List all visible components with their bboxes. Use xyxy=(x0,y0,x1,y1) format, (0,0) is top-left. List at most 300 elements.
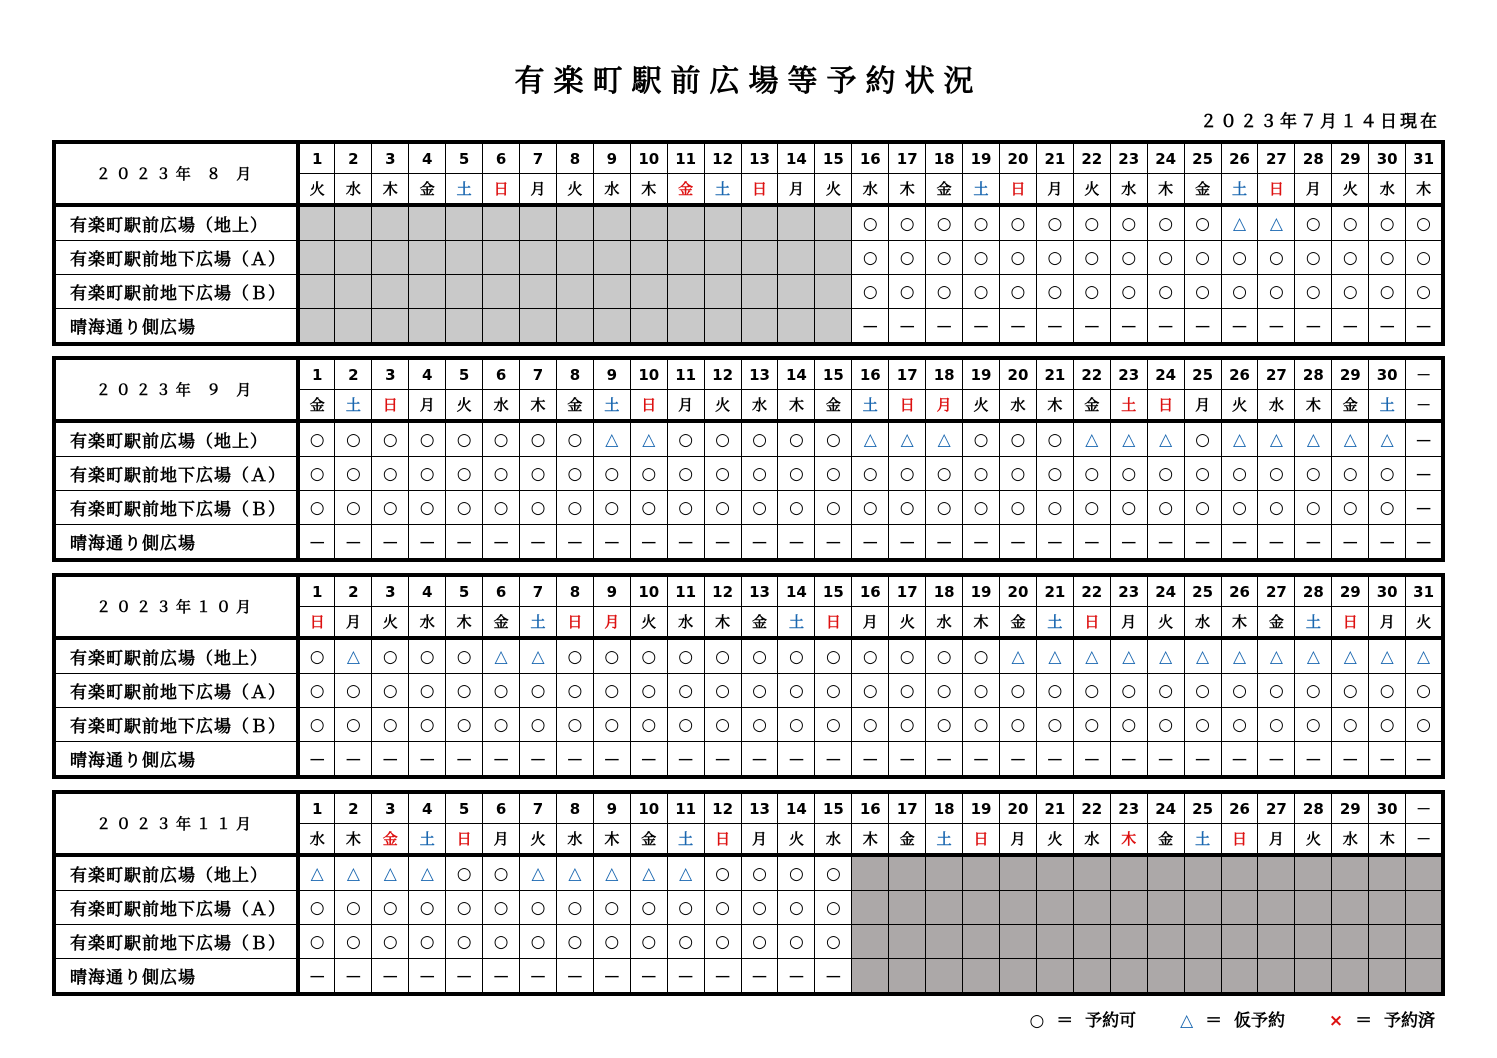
available-circle-icon: ○ xyxy=(815,708,852,742)
available-circle-icon: ○ xyxy=(778,421,815,457)
weekday: 日 xyxy=(1258,174,1295,206)
weekday: 木 xyxy=(1036,390,1073,422)
day-number: 1 xyxy=(298,358,335,390)
available-circle-icon: ○ xyxy=(704,925,741,959)
available-circle-icon: ○ xyxy=(520,457,557,491)
day-number: 29 xyxy=(1332,142,1369,174)
available-circle-icon: ○ xyxy=(741,674,778,708)
day-number: 11 xyxy=(667,575,704,607)
weekday: 木 xyxy=(1147,174,1184,206)
available-circle-icon: ○ xyxy=(483,855,520,891)
weekday: 月 xyxy=(1369,607,1406,639)
tentative-triangle-icon: △ xyxy=(1073,421,1110,457)
tentative-triangle-icon: △ xyxy=(1110,421,1147,457)
weekday: 木 xyxy=(630,174,667,206)
weekday: 月 xyxy=(1258,824,1295,856)
available-circle-icon: ○ xyxy=(1147,708,1184,742)
day-number: 1 xyxy=(298,142,335,174)
closed-past-cell xyxy=(335,309,372,345)
weekday: 水 xyxy=(593,174,630,206)
no-reservation-dash: － xyxy=(741,742,778,778)
available-circle-icon: ○ xyxy=(1073,708,1110,742)
available-circle-icon: ○ xyxy=(1147,275,1184,309)
available-circle-icon: ○ xyxy=(1073,241,1110,275)
available-circle-icon: ○ xyxy=(1000,275,1037,309)
available-circle-icon: ○ xyxy=(667,891,704,925)
no-reservation-dash: － xyxy=(1295,525,1332,561)
day-number: 13 xyxy=(741,142,778,174)
weekday: 木 xyxy=(1406,174,1443,206)
available-circle-icon: ○ xyxy=(520,491,557,525)
available-circle-icon: ○ xyxy=(1036,275,1073,309)
no-reservation-dash: － xyxy=(335,959,372,995)
day-number: 27 xyxy=(1258,142,1295,174)
weekday: 水 xyxy=(815,824,852,856)
not-yet-open-cell xyxy=(889,959,926,995)
tentative-triangle-icon: △ xyxy=(593,421,630,457)
weekday: 土 xyxy=(926,824,963,856)
day-number: 31 xyxy=(1406,575,1443,607)
tentative-triangle-icon: △ xyxy=(1258,421,1295,457)
available-circle-icon: ○ xyxy=(1184,708,1221,742)
legend-booked-eq: ＝ xyxy=(1355,1011,1373,1031)
day-number: 4 xyxy=(409,575,446,607)
not-yet-open-cell xyxy=(1184,891,1221,925)
weekday: 金 xyxy=(815,390,852,422)
weekday: 月 xyxy=(778,174,815,206)
day-number: 19 xyxy=(963,142,1000,174)
closed-past-cell xyxy=(704,241,741,275)
weekday: 水 xyxy=(741,390,778,422)
closed-past-cell xyxy=(409,309,446,345)
closed-past-cell xyxy=(483,205,520,241)
no-reservation-dash: － xyxy=(409,742,446,778)
available-circle-icon: ○ xyxy=(1332,457,1369,491)
weekday: 水 xyxy=(1184,607,1221,639)
closed-past-cell xyxy=(667,309,704,345)
no-reservation-dash: － xyxy=(1184,309,1221,345)
available-circle-icon: ○ xyxy=(852,205,889,241)
no-reservation-dash: － xyxy=(483,959,520,995)
day-number: 8 xyxy=(556,358,593,390)
day-number: 6 xyxy=(483,142,520,174)
weekday: 土 xyxy=(409,824,446,856)
closed-past-cell xyxy=(667,241,704,275)
available-circle-icon: ○ xyxy=(1073,491,1110,525)
day-number: 3 xyxy=(372,792,409,824)
no-reservation-dash: － xyxy=(483,525,520,561)
available-circle-icon: ○ xyxy=(667,638,704,674)
weekday: 月 xyxy=(667,390,704,422)
available-circle-icon: ○ xyxy=(1036,421,1073,457)
available-circle-icon: ○ xyxy=(852,275,889,309)
available-circle-icon: ○ xyxy=(1221,241,1258,275)
day-number: 4 xyxy=(409,142,446,174)
available-circle-icon: ○ xyxy=(630,491,667,525)
no-reservation-dash: － xyxy=(815,525,852,561)
available-circle-icon: ○ xyxy=(409,674,446,708)
not-yet-open-cell xyxy=(926,855,963,891)
no-reservation-dash: － xyxy=(409,525,446,561)
closed-past-cell xyxy=(778,309,815,345)
day-number: 22 xyxy=(1073,358,1110,390)
available-circle-icon: ○ xyxy=(1073,205,1110,241)
day-number: 18 xyxy=(926,575,963,607)
closed-past-cell xyxy=(593,309,630,345)
weekday: 日 xyxy=(963,824,1000,856)
available-circle-icon: ○ xyxy=(446,708,483,742)
day-number: 15 xyxy=(815,358,852,390)
day-number: 24 xyxy=(1147,358,1184,390)
available-circle-icon: ○ xyxy=(409,491,446,525)
closed-past-cell xyxy=(667,205,704,241)
legend-available-eq: ＝ xyxy=(1056,1011,1074,1031)
day-number: 18 xyxy=(926,142,963,174)
available-circle-icon: ○ xyxy=(1258,708,1295,742)
available-circle-icon: ○ xyxy=(556,891,593,925)
available-circle-icon: ○ xyxy=(1406,674,1443,708)
closed-past-cell xyxy=(409,205,446,241)
weekday: 木 xyxy=(593,824,630,856)
weekday: 火 xyxy=(1406,607,1443,639)
available-circle-icon: ○ xyxy=(815,638,852,674)
not-yet-open-cell xyxy=(1406,925,1443,959)
weekday: － xyxy=(1406,390,1443,422)
no-reservation-dash: － xyxy=(1073,309,1110,345)
available-circle-icon: ○ xyxy=(1000,674,1037,708)
weekday: 土 xyxy=(1221,174,1258,206)
legend-available-icon: ○ xyxy=(1029,1011,1045,1031)
available-circle-icon: ○ xyxy=(298,457,335,491)
available-circle-icon: ○ xyxy=(1073,674,1110,708)
not-yet-open-cell xyxy=(1147,891,1184,925)
no-reservation-dash: － xyxy=(1184,742,1221,778)
closed-past-cell xyxy=(335,241,372,275)
weekday: 土 xyxy=(335,390,372,422)
not-yet-open-cell xyxy=(852,959,889,995)
no-reservation-dash: － xyxy=(815,742,852,778)
day-number: 25 xyxy=(1184,792,1221,824)
available-circle-icon: ○ xyxy=(298,491,335,525)
available-circle-icon: ○ xyxy=(1258,491,1295,525)
weekday: 木 xyxy=(1110,824,1147,856)
tentative-triangle-icon: △ xyxy=(889,421,926,457)
not-yet-open-cell xyxy=(1000,891,1037,925)
no-reservation-dash: － xyxy=(556,742,593,778)
closed-past-cell xyxy=(446,241,483,275)
closed-past-cell xyxy=(372,275,409,309)
available-circle-icon: ○ xyxy=(815,491,852,525)
no-reservation-dash: － xyxy=(926,309,963,345)
day-number: 7 xyxy=(520,358,557,390)
not-yet-open-cell xyxy=(1000,959,1037,995)
day-number: 16 xyxy=(852,575,889,607)
no-reservation-dash: － xyxy=(815,959,852,995)
no-reservation-dash: － xyxy=(1036,525,1073,561)
closed-past-cell xyxy=(630,275,667,309)
closed-past-cell xyxy=(630,205,667,241)
no-reservation-dash: － xyxy=(1369,309,1406,345)
available-circle-icon: ○ xyxy=(372,457,409,491)
available-circle-icon: ○ xyxy=(630,457,667,491)
no-reservation-dash: － xyxy=(926,742,963,778)
available-circle-icon: ○ xyxy=(704,708,741,742)
no-reservation-dash: － xyxy=(889,309,926,345)
day-number: 28 xyxy=(1295,792,1332,824)
no-reservation-dash: － xyxy=(1332,309,1369,345)
available-circle-icon: ○ xyxy=(963,205,1000,241)
no-reservation-dash: － xyxy=(778,742,815,778)
no-reservation-dash: － xyxy=(593,959,630,995)
day-number: 17 xyxy=(889,142,926,174)
available-circle-icon: ○ xyxy=(298,925,335,959)
day-number: 8 xyxy=(556,142,593,174)
weekday: 日 xyxy=(446,824,483,856)
weekday: 火 xyxy=(298,174,335,206)
day-number: 13 xyxy=(741,792,778,824)
day-number: 27 xyxy=(1258,358,1295,390)
no-reservation-dash: － xyxy=(1295,309,1332,345)
tentative-triangle-icon: △ xyxy=(1221,638,1258,674)
not-yet-open-cell xyxy=(1073,959,1110,995)
day-number: 30 xyxy=(1369,142,1406,174)
available-circle-icon: ○ xyxy=(372,674,409,708)
available-circle-icon: ○ xyxy=(1000,205,1037,241)
facility-label: 有楽町駅前広場（地上） xyxy=(54,638,298,674)
tentative-triangle-icon: △ xyxy=(409,855,446,891)
day-number: 28 xyxy=(1295,575,1332,607)
available-circle-icon: ○ xyxy=(704,457,741,491)
day-number: 3 xyxy=(372,575,409,607)
closed-past-cell xyxy=(483,241,520,275)
not-yet-open-cell xyxy=(963,855,1000,891)
no-reservation-dash: － xyxy=(1110,742,1147,778)
available-circle-icon: ○ xyxy=(1147,457,1184,491)
day-number: 23 xyxy=(1110,358,1147,390)
available-circle-icon: ○ xyxy=(778,925,815,959)
tentative-triangle-icon: △ xyxy=(630,855,667,891)
closed-past-cell xyxy=(815,275,852,309)
weekday: 日 xyxy=(372,390,409,422)
weekday: 月 xyxy=(852,607,889,639)
no-reservation-dash: － xyxy=(963,309,1000,345)
tentative-triangle-icon: △ xyxy=(1036,638,1073,674)
no-reservation-dash: － xyxy=(630,742,667,778)
available-circle-icon: ○ xyxy=(926,491,963,525)
available-circle-icon: ○ xyxy=(667,674,704,708)
available-circle-icon: ○ xyxy=(1110,205,1147,241)
weekday: 水 xyxy=(852,174,889,206)
available-circle-icon: ○ xyxy=(520,674,557,708)
weekday: 火 xyxy=(1073,174,1110,206)
closed-past-cell xyxy=(372,309,409,345)
available-circle-icon: ○ xyxy=(1258,241,1295,275)
day-number: 15 xyxy=(815,575,852,607)
weekday: 月 xyxy=(483,824,520,856)
weekday: 日 xyxy=(1073,607,1110,639)
tentative-triangle-icon: △ xyxy=(556,855,593,891)
legend xyxy=(1023,1006,1435,1031)
not-yet-open-cell xyxy=(1110,925,1147,959)
available-circle-icon: ○ xyxy=(298,708,335,742)
available-circle-icon: ○ xyxy=(335,457,372,491)
weekday: 金 xyxy=(1000,607,1037,639)
no-reservation-dash: － xyxy=(1000,525,1037,561)
weekday: 水 xyxy=(483,390,520,422)
tentative-triangle-icon: △ xyxy=(1221,421,1258,457)
month-table xyxy=(52,790,1445,996)
available-circle-icon: ○ xyxy=(1000,241,1037,275)
day-number: 24 xyxy=(1147,792,1184,824)
day-number: 26 xyxy=(1221,575,1258,607)
facility-label: 有楽町駅前地下広場（Ａ） xyxy=(54,891,298,925)
not-yet-open-cell xyxy=(1184,855,1221,891)
no-reservation-dash: － xyxy=(1406,742,1443,778)
day-number: 21 xyxy=(1036,358,1073,390)
closed-past-cell xyxy=(520,309,557,345)
closed-past-cell xyxy=(335,205,372,241)
weekday: 金 xyxy=(1147,824,1184,856)
weekday: 水 xyxy=(1258,390,1295,422)
available-circle-icon: ○ xyxy=(372,925,409,959)
closed-past-cell xyxy=(446,275,483,309)
available-circle-icon: ○ xyxy=(446,925,483,959)
closed-past-cell xyxy=(815,241,852,275)
available-circle-icon: ○ xyxy=(741,638,778,674)
available-circle-icon: ○ xyxy=(1369,491,1406,525)
closed-past-cell xyxy=(704,309,741,345)
not-yet-open-cell xyxy=(1295,925,1332,959)
weekday: 木 xyxy=(1369,824,1406,856)
day-number: 28 xyxy=(1295,142,1332,174)
day-number: 21 xyxy=(1036,792,1073,824)
weekday: 月 xyxy=(1295,174,1332,206)
no-reservation-dash: － xyxy=(1110,309,1147,345)
weekday: 月 xyxy=(335,607,372,639)
available-circle-icon: ○ xyxy=(520,891,557,925)
not-yet-open-cell xyxy=(963,959,1000,995)
day-number: 26 xyxy=(1221,792,1258,824)
day-number: 14 xyxy=(778,358,815,390)
available-circle-icon: ○ xyxy=(852,241,889,275)
available-circle-icon: ○ xyxy=(926,708,963,742)
day-number: 21 xyxy=(1036,575,1073,607)
weekday: 木 xyxy=(372,174,409,206)
not-yet-open-cell xyxy=(1221,925,1258,959)
day-number: 2 xyxy=(335,792,372,824)
available-circle-icon: ○ xyxy=(556,925,593,959)
day-number: 20 xyxy=(1000,792,1037,824)
available-circle-icon: ○ xyxy=(926,674,963,708)
closed-past-cell xyxy=(298,309,335,345)
available-circle-icon: ○ xyxy=(741,891,778,925)
day-number: 10 xyxy=(630,575,667,607)
legend-booked-icon: × xyxy=(1328,1011,1344,1031)
no-reservation-dash: － xyxy=(889,525,926,561)
facility-label: 有楽町駅前地下広場（Ａ） xyxy=(54,457,298,491)
day-number: 31 xyxy=(1406,142,1443,174)
tentative-triangle-icon: △ xyxy=(520,638,557,674)
no-reservation-dash: － xyxy=(446,525,483,561)
available-circle-icon: ○ xyxy=(963,457,1000,491)
available-circle-icon: ○ xyxy=(1369,205,1406,241)
no-reservation-dash: － xyxy=(1073,525,1110,561)
not-yet-open-cell xyxy=(926,891,963,925)
not-yet-open-cell xyxy=(852,925,889,959)
not-yet-open-cell xyxy=(1258,891,1295,925)
weekday: 土 xyxy=(520,607,557,639)
available-circle-icon: ○ xyxy=(1406,708,1443,742)
weekday: 水 xyxy=(667,607,704,639)
no-reservation-dash: － xyxy=(520,742,557,778)
available-circle-icon: ○ xyxy=(1184,674,1221,708)
month-table xyxy=(52,140,1445,346)
facility-label: 晴海通り側広場 xyxy=(54,742,298,778)
not-yet-open-cell xyxy=(1258,925,1295,959)
available-circle-icon: ○ xyxy=(704,638,741,674)
no-reservation-dash: － xyxy=(1258,742,1295,778)
weekday: 金 xyxy=(926,174,963,206)
available-circle-icon: ○ xyxy=(1258,457,1295,491)
no-reservation-dash: － xyxy=(852,742,889,778)
not-yet-open-cell xyxy=(1110,855,1147,891)
available-circle-icon: ○ xyxy=(593,891,630,925)
no-reservation-dash: － xyxy=(335,742,372,778)
available-circle-icon: ○ xyxy=(889,275,926,309)
available-circle-icon: ○ xyxy=(1036,708,1073,742)
no-reservation-dash: － xyxy=(1221,309,1258,345)
weekday: 金 xyxy=(483,607,520,639)
available-circle-icon: ○ xyxy=(446,457,483,491)
no-reservation-dash: － xyxy=(704,742,741,778)
no-reservation-dash: － xyxy=(1258,309,1295,345)
available-circle-icon: ○ xyxy=(1221,708,1258,742)
closed-past-cell xyxy=(704,275,741,309)
day-number: 11 xyxy=(667,792,704,824)
weekday: 木 xyxy=(446,607,483,639)
not-yet-open-cell xyxy=(889,855,926,891)
available-circle-icon: ○ xyxy=(1406,241,1443,275)
no-reservation-dash: － xyxy=(483,742,520,778)
available-circle-icon: ○ xyxy=(852,674,889,708)
closed-past-cell xyxy=(556,241,593,275)
no-reservation-dash: － xyxy=(1406,491,1443,525)
available-circle-icon: ○ xyxy=(556,674,593,708)
available-circle-icon: ○ xyxy=(741,925,778,959)
no-reservation-dash: － xyxy=(446,959,483,995)
day-number: 18 xyxy=(926,792,963,824)
weekday: 火 xyxy=(963,390,1000,422)
available-circle-icon: ○ xyxy=(630,925,667,959)
weekday: 水 xyxy=(926,607,963,639)
not-yet-open-cell xyxy=(1184,959,1221,995)
weekday: 金 xyxy=(556,390,593,422)
weekday: 金 xyxy=(298,390,335,422)
day-number: 26 xyxy=(1221,358,1258,390)
day-number: 29 xyxy=(1332,575,1369,607)
available-circle-icon: ○ xyxy=(1406,205,1443,241)
available-circle-icon: ○ xyxy=(1184,457,1221,491)
closed-past-cell xyxy=(630,309,667,345)
weekday: 日 xyxy=(889,390,926,422)
not-yet-open-cell xyxy=(1036,891,1073,925)
day-number: 15 xyxy=(815,142,852,174)
tentative-triangle-icon: △ xyxy=(1369,421,1406,457)
weekday: 火 xyxy=(446,390,483,422)
day-number: 22 xyxy=(1073,575,1110,607)
closed-past-cell xyxy=(741,205,778,241)
weekday: 土 xyxy=(1295,607,1332,639)
